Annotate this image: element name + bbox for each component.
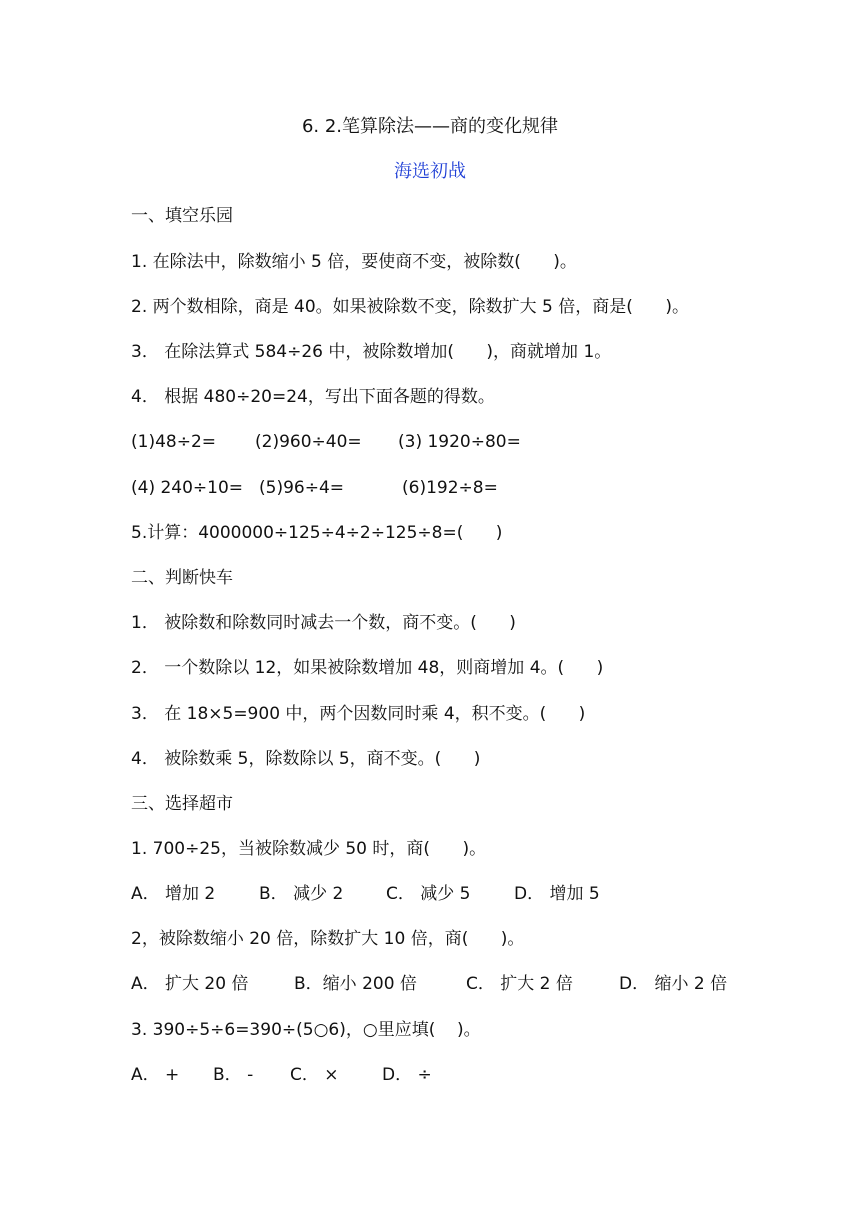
option-c: C． × bbox=[290, 1065, 339, 1085]
section3-heading: 三、选择超市 bbox=[131, 794, 233, 814]
page-title: 6. 2.笔算除法——商的变化规律 bbox=[301, 116, 559, 137]
q4-item-5: (5)96÷4= bbox=[259, 478, 345, 498]
section3-question-3: 3. 390÷5÷6=390÷(5○6)，○里应填( )。 bbox=[131, 1020, 481, 1040]
section1-question-2: 2. 两个数相除，商是 40。如果被除数不变，除数扩大 5 倍，商是( )。 bbox=[131, 297, 689, 317]
option-b: B． - bbox=[213, 1065, 254, 1085]
section1-question-1: 1. 在除法中，除数缩小 5 倍，要使商不变，被除数( )。 bbox=[131, 252, 577, 272]
section2-question-3: 3． 在 18×5=900 中，两个因数同时乘 4，积不变。( ) bbox=[131, 704, 586, 724]
section1-question-4: 4． 根据 480÷20=24，写出下面各题的得数。 bbox=[131, 387, 495, 407]
section2-question-2: 2． 一个数除以 12，如果被除数增加 48，则商增加 4。( ) bbox=[131, 658, 604, 678]
page-subtitle: 海选初战 bbox=[394, 161, 466, 182]
option-c: C． 扩大 2 倍 bbox=[466, 974, 573, 994]
option-d: D． 缩小 2 倍 bbox=[619, 974, 728, 994]
option-a: A． 增加 2 bbox=[131, 884, 216, 904]
section3-question-2: 2，被除数缩小 20 倍，除数扩大 10 倍，商( )。 bbox=[131, 929, 525, 949]
option-c: C． 减少 5 bbox=[386, 884, 471, 904]
section2-question-1: 1． 被除数和除数同时减去一个数，商不变。( ) bbox=[131, 613, 516, 633]
section1-question-3: 3． 在除法算式 584÷26 中，被除数增加( )，商就增加 1。 bbox=[131, 342, 612, 362]
q4-item-2: (2)960÷40= bbox=[255, 432, 362, 452]
section3-question-1: 1. 700÷25，当被除数减少 50 时，商( )。 bbox=[131, 839, 487, 859]
option-a: A． 扩大 20 倍 bbox=[131, 974, 249, 994]
q4-item-4: (4) 240÷10= bbox=[131, 478, 244, 498]
option-b: B． 减少 2 bbox=[259, 884, 344, 904]
option-b: B．缩小 200 倍 bbox=[294, 974, 417, 994]
q4-item-1: (1)48÷2= bbox=[131, 432, 217, 452]
section2-question-4: 4． 被除数乘 5，除数除以 5，商不变。( ) bbox=[131, 749, 481, 769]
section1-heading: 一、填空乐园 bbox=[131, 206, 233, 226]
section1-question-5: 5.计算：4000000÷125÷4÷2÷125÷8=( ) bbox=[131, 523, 503, 543]
option-a: A． + bbox=[131, 1065, 180, 1085]
section2-heading: 二、判断快车 bbox=[131, 568, 233, 588]
q4-item-3: (3) 1920÷80= bbox=[398, 432, 521, 452]
option-d: D． ÷ bbox=[382, 1065, 432, 1085]
q4-item-6: (6)192÷8= bbox=[402, 478, 498, 498]
option-d: D． 增加 5 bbox=[514, 884, 600, 904]
